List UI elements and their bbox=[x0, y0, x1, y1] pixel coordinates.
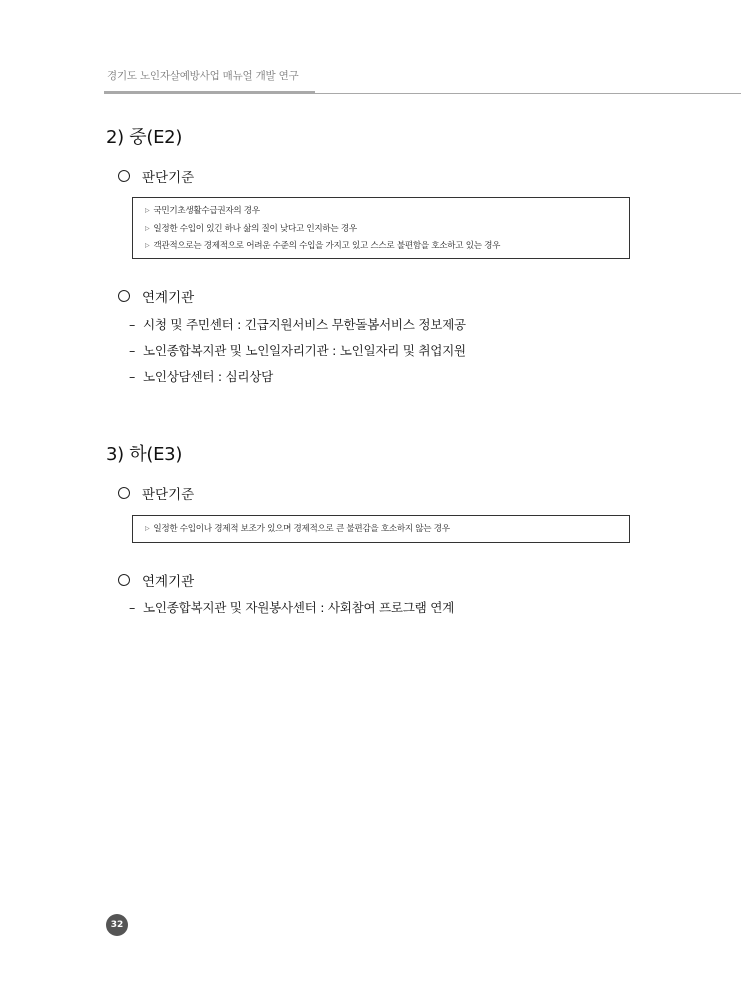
dash-icon: – bbox=[129, 369, 135, 384]
criteria-item: ▷ 국민기초생활수급권자의 경우 bbox=[145, 206, 260, 216]
criteria-label: 판단기준 bbox=[142, 487, 195, 503]
header-accent-bar bbox=[104, 91, 315, 94]
agencies-label: 연계기관 bbox=[142, 290, 195, 306]
header-rule bbox=[315, 93, 741, 94]
section-title-e2: 2) 중(E2) bbox=[106, 127, 183, 148]
running-header: 경기도 노인자살예방사업 매뉴얼 개발 연구 bbox=[107, 70, 299, 82]
criteria-label: 판단기준 bbox=[142, 170, 195, 186]
circle-bullet-icon bbox=[118, 170, 130, 182]
agencies-label: 연계기관 bbox=[142, 574, 195, 590]
agency-item: – 노인종합복지관 및 노인일자리기관 : 노인일자리 및 취업지원 bbox=[129, 343, 466, 358]
triangle-bullet-icon: ▷ bbox=[145, 525, 150, 532]
criteria-item: ▷ 일정한 수입이 있긴 하나 삶의 질이 낮다고 인지하는 경우 bbox=[145, 223, 357, 234]
circle-bullet-icon bbox=[118, 574, 130, 586]
triangle-bullet-icon: ▷ bbox=[145, 224, 150, 232]
dash-icon: – bbox=[129, 343, 135, 358]
agencies-heading-e3 bbox=[118, 570, 194, 590]
triangle-bullet-icon: ▷ bbox=[145, 207, 150, 214]
criteria-heading-e2 bbox=[118, 166, 194, 186]
criteria-heading-e3 bbox=[118, 483, 194, 503]
agency-item: – 노인상담센터 : 심리상담 bbox=[129, 369, 274, 384]
agency-item: – 시청 및 주민센터 : 긴급지원서비스 무한돌봄서비스 정보제공 bbox=[129, 317, 466, 332]
dash-icon: – bbox=[129, 317, 135, 332]
triangle-bullet-icon: ▷ bbox=[145, 242, 150, 249]
circle-bullet-icon bbox=[118, 487, 130, 499]
criteria-box-e3 bbox=[132, 515, 630, 543]
agencies-heading-e2 bbox=[118, 286, 194, 306]
criteria-item: ▷ 일정한 수입이나 경제적 보조가 있으며 경제적으로 큰 불편감을 호소하지 않는 경우 bbox=[145, 524, 450, 534]
dash-icon: – bbox=[129, 600, 135, 615]
agency-item: – 노인종합복지관 및 자원봉사센터 : 사회참여 프로그램 연계 bbox=[129, 600, 454, 615]
page-number-badge: 32 bbox=[106, 914, 128, 936]
criteria-item: ▷ 객관적으로는 경제적으로 어려운 수준의 수입을 가지고 있고 스스로 불편함을 호소하고 있는 경우 bbox=[145, 241, 501, 251]
section-title-e3: 3) 하(E3) bbox=[106, 444, 183, 465]
circle-bullet-icon bbox=[118, 290, 130, 302]
criteria-box-e2 bbox=[132, 197, 630, 259]
